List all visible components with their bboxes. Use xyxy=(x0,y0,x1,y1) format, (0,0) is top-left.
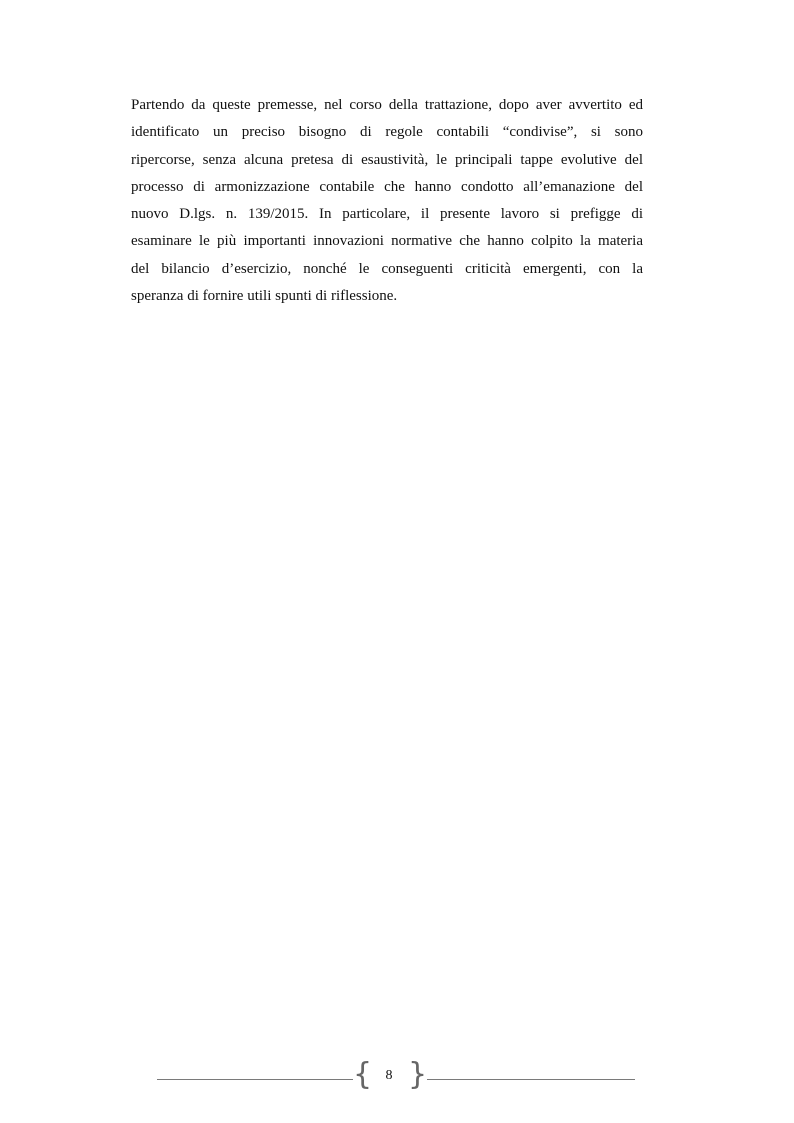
paragraph-line: identificato un preciso bisogno di regole contabili “condivise”, si sono xyxy=(131,124,643,141)
paragraph-line: speranza di fornire utili spunti di riflessione. xyxy=(131,288,398,305)
paragraph-line: ripercorse, senza alcuna pretesa di esaustività, le principali tappe evolutive del xyxy=(131,151,643,168)
footer-rule-right xyxy=(427,1079,635,1080)
body-paragraph xyxy=(131,92,643,310)
right-brace-icon: } xyxy=(408,1057,428,1092)
paragraph-line: del bilancio d’esercizio, nonché le conseguenti criticità emergenti, con la xyxy=(131,260,643,277)
left-brace-icon: { xyxy=(353,1057,373,1092)
footer-rule-left xyxy=(157,1079,353,1080)
paragraph-line: esaminare le più importanti innovazioni normative che hanno colpito la materia xyxy=(131,233,643,250)
page-footer xyxy=(157,1057,635,1092)
paragraph-line: nuovo D.lgs. n. 139/2015. In particolare, il presente lavoro si prefigge di xyxy=(131,206,643,223)
paragraph-line: Partendo da queste premesse, nel corso della trattazione, dopo aver avvertito ed xyxy=(131,97,643,113)
paragraph-line: processo di armonizzazione contabile che hanno condotto all’emanazione del xyxy=(131,178,643,195)
page-number: 8 xyxy=(385,1068,393,1083)
